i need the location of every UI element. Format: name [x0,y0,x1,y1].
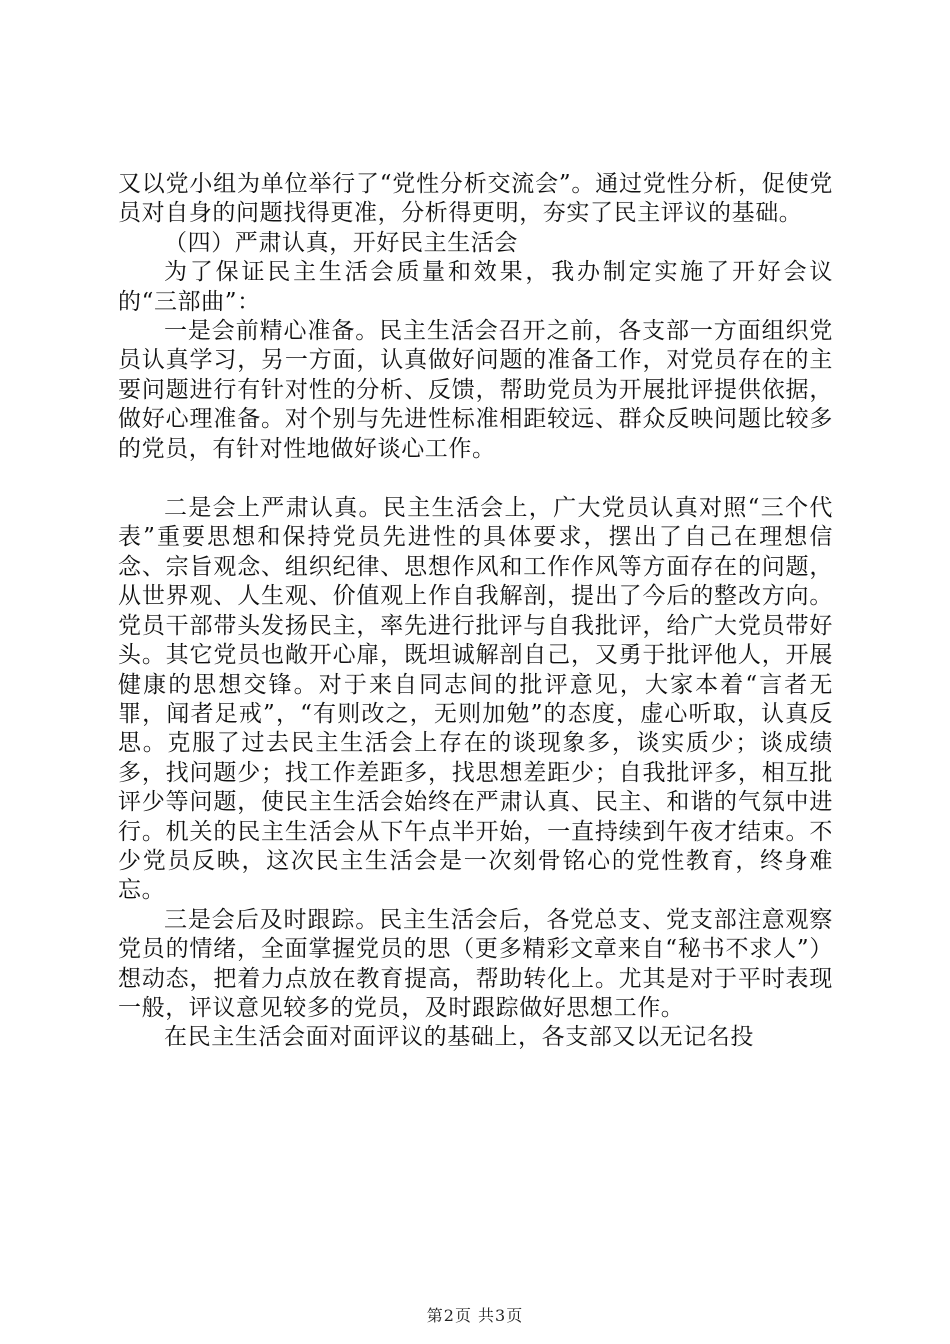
paragraph-gap [118,464,833,494]
paragraph-evaluation: 在民主生活会面对面评议的基础上，各支部又以无记名投 [164,1024,754,1051]
paragraph-continuation: 又以党小组为单位举行了“党性分析交流会”。通过党性分析，促使党员对自身的问题找得更准，分析得更明，夯实了民主评议的基础。 [118,171,833,227]
document-body [118,170,833,1053]
paragraph-before-meeting: 一是会前精心准备。民主生活会召开之前，各支部一方面组织党员认真学习，另一方面，认真做好问题的准备工作，对党员存在的主要问题进行有针对性的分析、反馈，帮助党员为开展批评提供依据，做好心理准备。对个别与先进性标准相距较远、群众反映问题比较多的党员，有针对性地做好谈心工作。 [118,318,833,462]
paragraph-during-meeting: 二是会上严肃认真。民主生活会上，广大党员认真对照“三个代表”重要思想和保持党员先进性的具体要求，摆出了自己在理想信念、宗旨观念、组织纪律、思想作风和工作作风等方面存在的问题，从世界观、人生观、价值观上作自我解剖，提出了今后的整改方向。党员干部带头发扬民主，率先进行批评与自我批评，给广大党员带好头。其它党员也敞开心扉，既坦诚解剖自己，又勇于批评他人，开展健康的思想交锋。对于来自同志间的批评意见，大家本着“言者无罪，闻者足戒”，“有则改之，无则加勉”的态度，虚心听取，认真反思。克服了过去民主生活会上存在的谈现象多，谈实质少；谈成绩多，找问题少；找工作差距多，找思想差距少；自我批评多，相互批评少等问题，使民主生活会始终在严肃认真、民主、和谐的气氛中进行。机关的民主生活会从下午点半开始，一直持续到午夜才结束。不少党员反映，这次民主生活会是一次刻骨铭心的党性教育，终身难忘。 [118,495,833,904]
paragraph-intro: 为了保证民主生活会质量和效果，我办制定实施了开好会议的“三部曲”： [118,259,833,315]
section-heading: （四）严肃认真，开好民主生活会 [164,229,518,256]
page-number-footer: 第2页 共3页 [426,1306,524,1325]
paragraph-after-meeting: 三是会后及时跟踪。民主生活会后，各党总支、党支部注意观察党员的情绪，全面掌握党员的思（更多精彩文章来自“秘书不求人”）想动态，把着力点放在教育提高，帮助转化上。尤其是对于平时表现一般，评议意见较多的党员，及时跟踪做好思想工作。 [118,906,833,1021]
